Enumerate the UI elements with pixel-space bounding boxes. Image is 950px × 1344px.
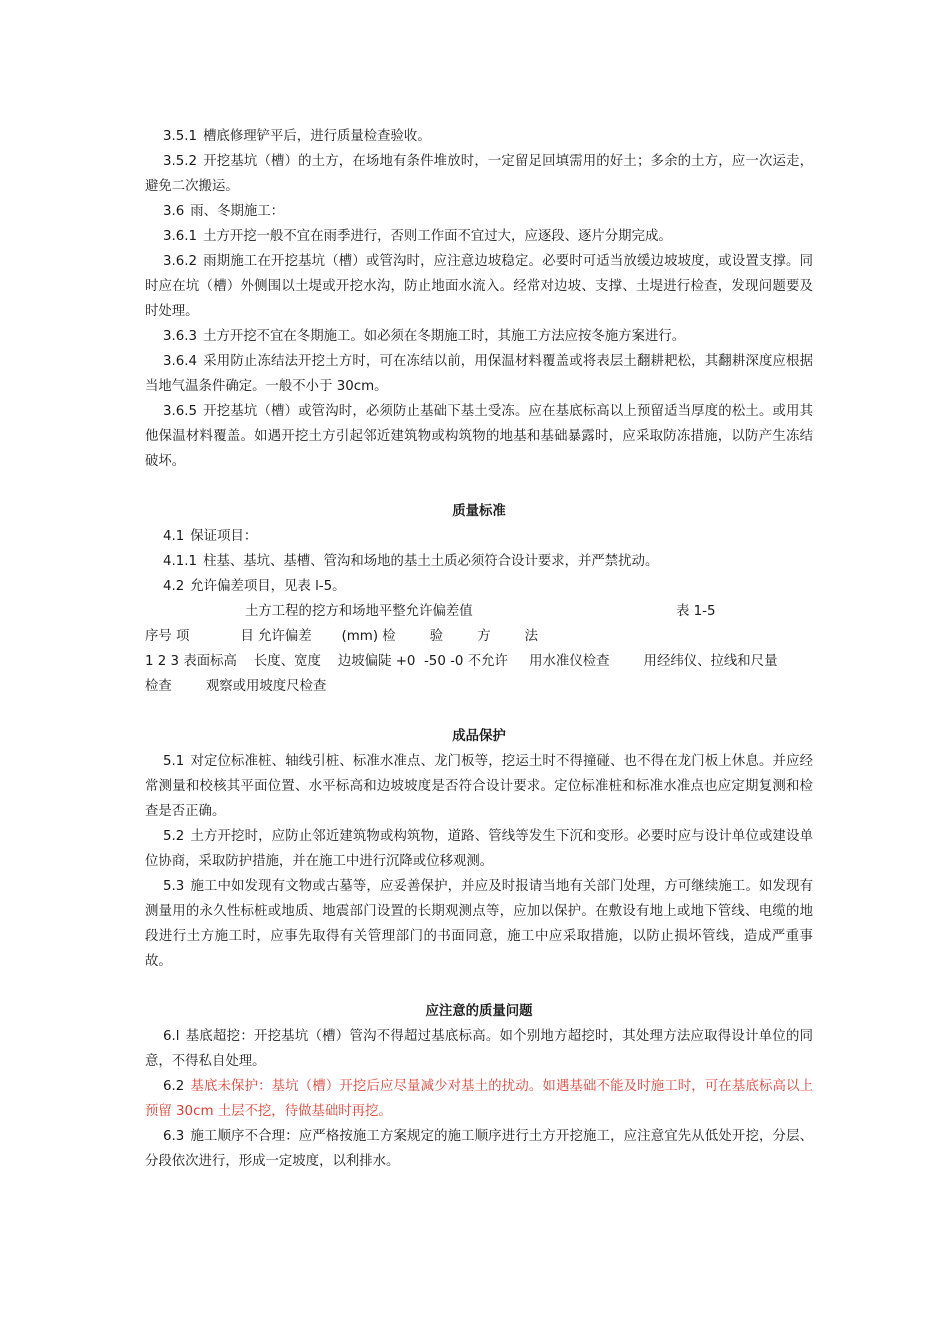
- para-number: 3.6.1: [163, 229, 198, 244]
- para-text: 柱基、基坑、基槽、管沟和场地的基土土质必须符合设计要求，并严禁扰动。: [203, 554, 659, 569]
- para-text: 施工中如发现有文物或古墓等，应妥善保护，并应及时报请当地有关部门处理，方可继续施工。如发现有测量用的永久性标桩或地质、地震部门设置的长期观测点等，应加以保护。在敷设有地上或地下管线、电缆的地段进行土方施工时，应事先取得有关管理部门的书面同意，施工中应采取措施，以防止损坏管线，造成严重事故。: [145, 879, 813, 969]
- para-text: 保证项目：: [190, 529, 258, 544]
- para-text: 对定位标准桩、轴线引桩、标准水准点、龙门板等，挖运土时不得撞碰、也不得在龙门板上休息。并应经常测量和校核其平面位置、水平标高和边坡坡度是否符合设计要求。定位标准桩和标准水准点也应定期复测和检查是否正确。: [145, 754, 813, 819]
- para-3-6-1: [145, 224, 813, 249]
- para-number: 3.6: [163, 204, 185, 219]
- spacer: [145, 974, 813, 999]
- para-text: 土方开挖不宜在冬期施工。如必须在冬期施工时，其施工方法应按冬施方案进行。: [203, 329, 686, 344]
- table-caption: [145, 599, 813, 624]
- table-header-row: 序号 项 目 允许偏差 (mm) 检 验 方 法: [145, 629, 539, 644]
- para-text: 开挖基坑（槽）或管沟时，必须防止基础下基土受冻。应在基底标高以上预留适当厚度的松土。或用其他保温材料覆盖。如遇开挖土方引起邻近建筑物或构筑物的地基和基础暴露时，应采取防冻措施，以防产生冻结破坏。: [145, 404, 813, 469]
- table-row: 检查 观察或用坡度尺检查: [145, 679, 327, 694]
- para-3-6-3: [145, 324, 813, 349]
- table-number: 表 1-5: [676, 604, 716, 619]
- para-4-2: [145, 574, 813, 599]
- para-3-5-1: [145, 124, 813, 149]
- para-4-1: [145, 524, 813, 549]
- para-number: 5.3: [163, 879, 185, 894]
- para-number: 5.2: [163, 829, 185, 844]
- para-number: 3.6.4: [163, 354, 198, 369]
- para-6-2: [145, 1074, 813, 1124]
- para-3-6-4: [145, 349, 813, 399]
- para-number: 4.2: [163, 579, 185, 594]
- para-text: 采用防止冻结法开挖土方时，可在冻结以前，用保温材料覆盖或将表层土翻耕耙松，其翻耕深度应根据当地气温条件确定。一般不小于 30cm。: [145, 354, 813, 394]
- spacer: [145, 699, 813, 724]
- para-number: 6.2: [163, 1079, 185, 1094]
- para-text: 槽底修理铲平后，进行质量检查验收。: [203, 129, 431, 144]
- para-4-1-1: [145, 549, 813, 574]
- para-number: 3.6.5: [163, 404, 198, 419]
- section-heading-quality-standard: 质量标准: [452, 504, 506, 519]
- table-row: 1 2 3 表面标高 长度、宽度 边坡偏陡 +0 -50 -0 不允许 用水准仪检查 用经纬仪、拉线和尺量: [145, 654, 778, 669]
- para-5-2: [145, 824, 813, 874]
- para-text-highlighted: 基底未保护：基坑（槽）开挖后应尽量减少对基土的扰动。如遇基础不能及时施工时，可在基底标高以上预留 30cm 土层不挖，待做基础时再挖。: [145, 1079, 813, 1119]
- para-number: 4.1.1: [163, 554, 198, 569]
- para-6-3: [145, 1124, 813, 1174]
- para-3-6-2: [145, 249, 813, 324]
- para-6-1: [145, 1024, 813, 1074]
- section-heading-quality-issues: 应注意的质量问题: [425, 1004, 533, 1019]
- para-text: 开挖基坑（槽）的土方，在场地有条件堆放时，一定留足回填需用的好土；多余的土方，应一次运走，避免二次搬运。: [145, 154, 813, 194]
- para-number: 5.1: [163, 754, 185, 769]
- para-text: 雨、冬期施工：: [190, 204, 285, 219]
- para-number: 3.6.3: [163, 329, 198, 344]
- para-number: 6.3: [163, 1129, 185, 1144]
- para-number: 3.5.1: [163, 129, 198, 144]
- para-text: 雨期施工在开挖基坑（槽）或管沟时，应注意边坡稳定。必要时可适当放缓边坡坡度，或设置支撑。同时应在坑（槽）外侧围以土堤或开挖水沟，防止地面水流入。经常对边坡、支撑、土堤进行检查，发现问题要及时处理。: [145, 254, 813, 319]
- para-text: 基底超挖：开挖基坑（槽）管沟不得超过基底标高。如个别地方超挖时，其处理方法应取得设计单位的同意，不得私自处理。: [145, 1029, 813, 1069]
- section-heading-product-protection: 成品保护: [452, 729, 506, 744]
- para-text: 施工顺序不合理：应严格按施工方案规定的施工顺序进行土方开挖施工，应注意宜先从低处开挖，分层、分段依次进行，形成一定坡度，以利排水。: [145, 1129, 813, 1169]
- para-text: 土方开挖一般不宜在雨季进行，否则工作面不宜过大，应逐段、逐片分期完成。: [203, 229, 672, 244]
- para-5-1: [145, 749, 813, 824]
- para-number: 3.6.2: [163, 254, 198, 269]
- para-3-6-5: [145, 399, 813, 474]
- para-3-6: [145, 199, 813, 224]
- para-number: 4.1: [163, 529, 185, 544]
- spacer: [145, 474, 813, 499]
- para-number: 3.5.2: [163, 154, 198, 169]
- para-number: 6.l: [163, 1029, 180, 1044]
- para-text: 允许偏差项目，见表 l-5。: [190, 579, 346, 594]
- para-text: 土方开挖时，应防止邻近建筑物或构筑物，道路、管线等发生下沉和变形。必要时应与设计单位或建设单位协商，采取防护措施，并在施工中进行沉降或位移观测。: [145, 829, 813, 869]
- para-3-5-2: [145, 149, 813, 199]
- table-title: 土方工程的挖方和场地平整允许偏差值: [245, 604, 473, 619]
- para-5-3: [145, 874, 813, 974]
- document-page: [145, 124, 813, 1174]
